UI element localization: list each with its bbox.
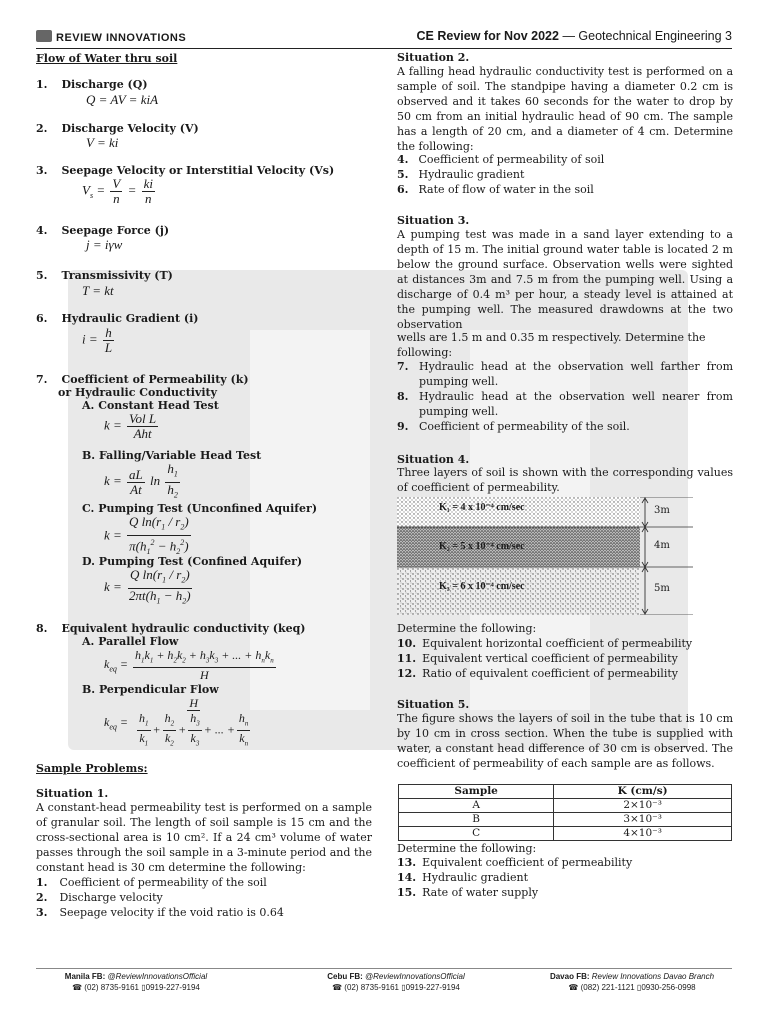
sub-8b: B. Perpendicular Flow [82, 683, 219, 696]
situation-4-questions [397, 636, 733, 681]
table-row: A 2×10⁻³ [399, 799, 732, 813]
sub-7d: D. Pumping Test (Confined Aquifer) [82, 555, 303, 568]
list-item: 5. Hydraulic gradient [397, 168, 525, 181]
situation-2-text: A falling head hydraulic conductivity test is performed on a sample of soil. The standpipe having a diameter 0.2 cm is observed and it takes 60 seconds for the water to drop by 50 cm from an initial hydraulic head of 90 cm. The sample has a length of 20 cm, and a diameter of 4 cm. Determine the following: [397, 65, 733, 153]
situation-4-determine: Determine the following: [397, 622, 537, 635]
situation-1-questions [36, 875, 372, 920]
formula-t: T = kt [82, 283, 114, 298]
permeability-table [398, 784, 732, 841]
list-item: 1. Coefficient of permeability of the soil [36, 876, 267, 889]
layer-1-label: K₁ = 4 x 10⁻⁴ cm/sec [439, 502, 525, 513]
list-item: 13. Equivalent coefficient of permeability [397, 856, 633, 869]
layer-2-thickness: 4m [654, 540, 670, 551]
item-3: 3. Seepage Velocity or Interstitial Velocity (Vs) [36, 164, 335, 177]
list-item: 15. Rate of water supply [397, 886, 539, 899]
situation-4-title: Situation 4. [397, 453, 470, 466]
header-title: CE Review for Nov 2022 — Geotechnical Engineering 3 [416, 29, 732, 43]
list-item: 10. Equivalent horizontal coefficient of permeability [397, 637, 693, 650]
list-item: 11. Equivalent vertical coefficient of permeability [397, 652, 678, 665]
sub-7c: C. Pumping Test (Unconfined Aquifer) [82, 502, 318, 515]
soil-layers-svg [397, 497, 693, 615]
page-footer [36, 968, 732, 992]
layer-1-thickness: 3m [654, 505, 670, 516]
situation-3-title: Situation 3. [397, 214, 470, 227]
item-7: 7. Coefficient of Permeability (k) [36, 373, 249, 386]
list-item: 9. Coefficient of permeability of the soil. [397, 420, 630, 433]
situation-2-title: Situation 2. [397, 51, 470, 64]
formula-i: i = $\frac{h}{L}$ [82, 325, 113, 355]
item-2: 2. Discharge Velocity (V) [36, 122, 199, 135]
list-item: 12. Ratio of equivalent coefficient of permeability [397, 667, 678, 680]
formula-q: Q = AV = kiA [86, 92, 159, 107]
item-7-sub: or Hydraulic Conductivity [58, 386, 218, 399]
brand: REVIEW INNOVATIONS [36, 30, 186, 44]
sub-7a: A. Constant Head Test [82, 399, 219, 412]
item-1: 1. Discharge (Q) [36, 78, 148, 91]
layer-3-label: K₃ = 6 x 10⁻⁴ cm/sec [439, 581, 525, 592]
table-row: C 4×10⁻³ [399, 827, 732, 841]
formula-j: j = iγw [86, 237, 123, 252]
formula-perpendicular: $k_{eq}$ = H $\frac{h_1}{k_1}$ + $\frac{h_2}{k_2}$ + $\frac{h_3}{k_3}$ + ... + $\frac{h_n}{k_n}$ [104, 696, 249, 748]
situation-5-text: The figure shows the layers of soil in the tube that is 10 cm by 10 cm in cross section. When the tube is supplied with water, a constant head difference of 30 cm is observed. The coefficient of permeability of each sample are as follows. [397, 712, 733, 770]
formula-v: V = ki [86, 135, 119, 150]
list-item: 2. Discharge velocity [36, 891, 163, 904]
list-item: 8. Hydraulic head at the observation well nearer from pumping well. [397, 390, 733, 418]
situation-3-text-2: wells are 1.5 m and 0.35 m respectively. Determine the following: [397, 331, 706, 359]
sample-problems-title: Sample Problems: [36, 762, 148, 775]
page-header [36, 30, 732, 49]
table-header: Sample [399, 785, 554, 799]
list-item: 7. Hydraulic head at the observation well farther from pumping well. [397, 360, 733, 388]
item-6: 6. Hydraulic Gradient (i) [36, 312, 199, 325]
formula-unconfined: k = $\frac{Q \ln(r_1 / r_2)}{\pi(h_1^2 - h_2^2)}$ [104, 514, 189, 556]
table-row: B 3×10⁻³ [399, 813, 732, 827]
situation-5-determine: Determine the following: [397, 842, 537, 855]
sub-8a: A. Parallel Flow [82, 635, 179, 648]
formula-constant-head: k = $\frac{\text{Vol L}}{\text{Aht}}$ [104, 411, 157, 441]
formula-vs: $V_s$ = $\frac{V}{n}$ = $\frac{ki}{n}$ [82, 176, 153, 206]
layer-2-label: K₂ = 5 x 10⁻⁴ cm/sec [439, 541, 525, 552]
layer-3-thickness: 5m [654, 583, 670, 594]
table-header-row [399, 785, 732, 799]
situation-1-text: A constant-head permeability test is performed on a sample of granular soil. The length of soil sample is 15 cm and the cross-sectional area is 10 cm². If a 24 cm³ volume of water passes through the soil sample in a 3-minute period and the constant head is 30 cm determine the following: [36, 801, 372, 874]
list-item: 4. Coefficient of permeability of soil [397, 153, 605, 166]
formula-falling-head: k = $\frac{aL}{At}$ ln $\frac{h_1}{h_2}$ [104, 461, 178, 500]
situation-4-text: Three layers of soil is shown with the corresponding values of coefficient of permeability. [397, 466, 733, 494]
brand-logo-icon [36, 30, 52, 42]
footer-manila: Manila FB: @ReviewInnovationsOfficial ☎ (02) 8735-9161 ▯0919-227-9194 [64, 972, 208, 992]
table-header: K (cm/s) [554, 785, 732, 799]
list-item: 14. Hydraulic gradient [397, 871, 529, 884]
sub-7b: B. Falling/Variable Head Test [82, 449, 262, 462]
item-5: 5. Transmissivity (T) [36, 269, 173, 282]
situation-5-questions [397, 855, 733, 900]
item-8: 8. Equivalent hydraulic conductivity (keq) [36, 622, 306, 635]
situation-5-title: Situation 5. [397, 698, 470, 711]
formula-confined: k = $\frac{Q \ln(r_1 / r_2)}{2\pi t(h_1 - h_2)}$ [104, 567, 191, 606]
situation-1-title: Situation 1. [36, 787, 109, 800]
soil-layers-figure [397, 497, 693, 615]
footer-davao: Davao FB: Review Innovations Davao Branch ☎ (082) 221-1121 ▯0930-256-0998 [549, 972, 715, 992]
situation-3-text: A pumping test was made in a sand layer extending to a depth of 15 m. The initial ground water table is located 2 m below the ground surface. Observation wells were sighted at distances 3m and 7.5 m from the pumping well. Using a discharge of 0.4 m³ per hour, a steady level is attained at the pumping well. The measured drawdowns at the two observation [397, 228, 733, 331]
list-item: 6. Rate of flow of water in the soil [397, 183, 594, 196]
situation-3-questions [397, 359, 733, 434]
item-4: 4. Seepage Force (j) [36, 224, 170, 237]
section-title: Flow of Water thru soil [36, 52, 178, 65]
formula-parallel: $k_{eq}$ = $\frac{h_1k_1 + h_2k_2 + h_3k_3 + ... + h_nk_n}{H}$ [104, 648, 274, 683]
footer-cebu: Cebu FB: @ReviewInnovationsOfficial ☎ (02) 8735-9161 ▯0919-227-9194 [327, 972, 465, 992]
list-item: 3. Seepage velocity if the void ratio is 0.64 [36, 906, 284, 919]
situation-2-questions [397, 152, 733, 197]
